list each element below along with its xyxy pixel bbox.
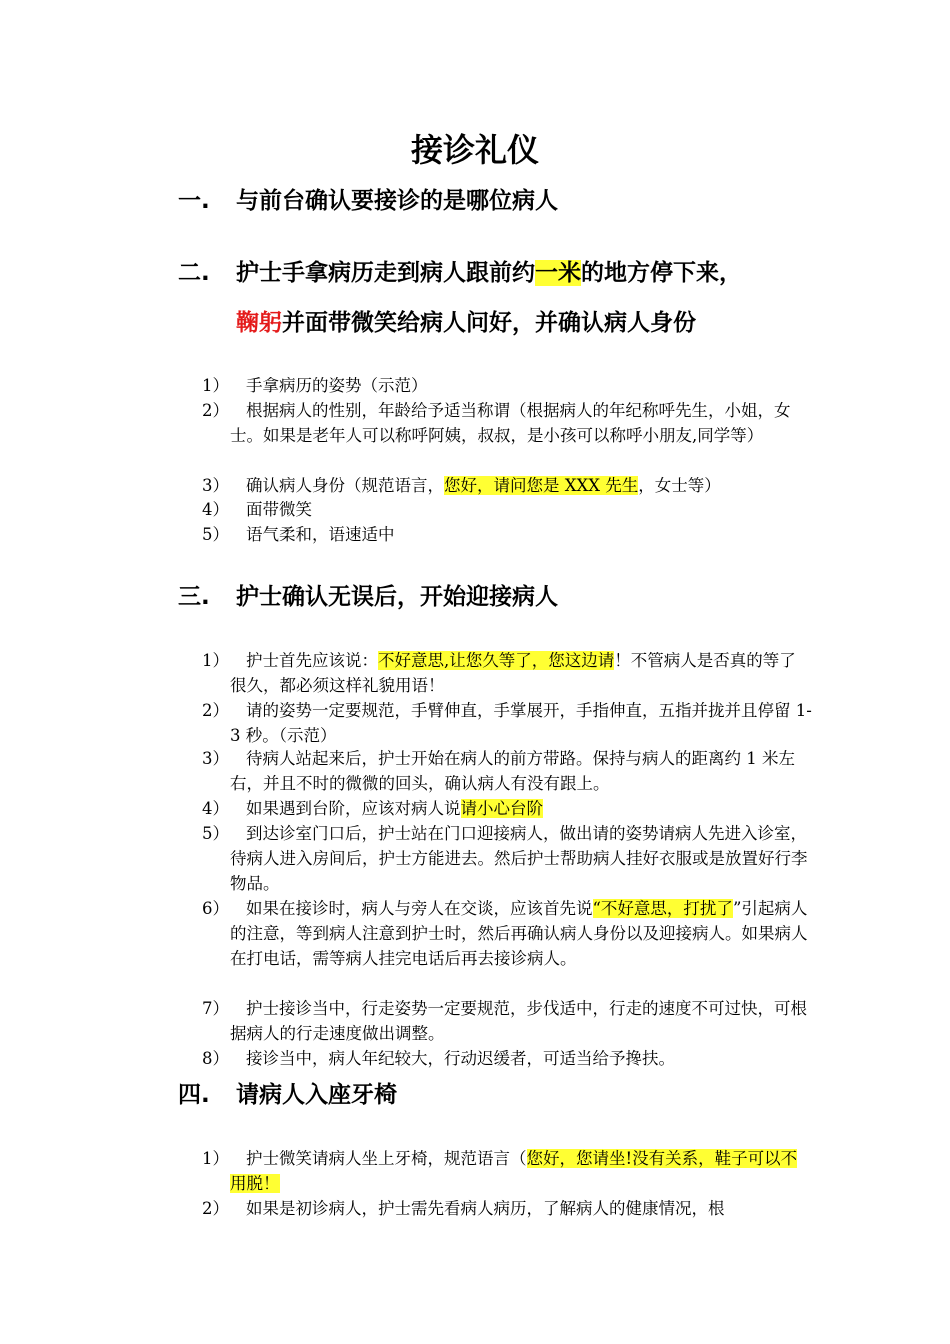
text-segment: 护士微笑请病人坐上牙椅，规范语言（ <box>246 1149 527 1168</box>
list-item <box>202 373 812 398</box>
list-item <box>202 746 812 796</box>
highlighted-text: 您好，您请坐!没有关系，鞋子可以不用脱！ <box>230 1149 798 1193</box>
list-item <box>202 497 812 522</box>
heading-text: 请病人入座牙椅 <box>236 1082 397 1108</box>
text-segment: 如果在接诊时，病人与旁人在交谈，应该首先说 <box>246 899 593 918</box>
item-text <box>230 796 812 821</box>
item-number: 3） <box>202 476 229 495</box>
highlighted-text: 请小心台阶 <box>460 799 543 818</box>
section-number: 二. <box>178 260 210 286</box>
item-number: 7） <box>202 999 229 1018</box>
item-number: 4） <box>202 500 229 519</box>
item-text: 待病人站起来后，护士开始在病人的前方带路。保持与病人的距离约 1 米左右，并且不时的微微的回头，确认病人有没有跟上。 <box>230 749 795 793</box>
section-number: 一. <box>178 188 210 214</box>
item-number: 5） <box>202 525 229 544</box>
item-number: 8） <box>202 1049 229 1068</box>
item-number: 2） <box>202 1199 229 1218</box>
item-text <box>230 473 812 498</box>
text-segment: ！不管病人是否真的等了很久，都必须这样礼貌用语！ <box>230 651 796 695</box>
item-text: 语气柔和，语速适中 <box>246 525 395 544</box>
item-text <box>230 1146 812 1196</box>
list-item <box>202 896 812 971</box>
item-text: 到达诊室门口后，护士站在门口迎接病人，做出请的姿势请病人先进入诊室，待病人进入房间后，护士方能进去。然后护士帮助病人挂好衣服或是放置好行李物品。 <box>230 824 808 893</box>
item-number: 1） <box>202 651 229 670</box>
item-number: 5） <box>202 824 229 843</box>
item-number: 1） <box>202 1149 229 1168</box>
heading-text: 护士手拿病历走到病人跟前约 <box>236 260 535 286</box>
item-text: 护士接诊当中，行走姿势一定要规范，步伐适中，行走的速度不可过快，可根据病人的行走速度做出调整。 <box>230 999 807 1043</box>
list-item <box>202 473 812 498</box>
heading-text: 与前台确认要接诊的是哪位病人 <box>236 188 558 214</box>
highlighted-text: “不好意思，打扰了 <box>592 899 733 918</box>
item-text: 面带微笑 <box>246 500 312 519</box>
highlighted-text: 一米 <box>535 260 581 286</box>
list-item <box>202 522 812 547</box>
red-emphasis-text: 鞠躬 <box>236 310 282 336</box>
list-item <box>202 796 812 821</box>
list-item <box>202 821 812 896</box>
heading-text: 并面带微笑给病人问好，并确认病人身份 <box>282 310 696 336</box>
heading-text: 的地方停下来， <box>581 260 742 286</box>
item-number: 6） <box>202 899 229 918</box>
section-number: 三. <box>178 584 210 610</box>
section-2-heading-line-2 <box>236 308 696 338</box>
item-number: 4） <box>202 799 229 818</box>
item-text: 如果是初诊病人，护士需先看病人病历，了解病人的健康情况，根 <box>246 1199 725 1218</box>
item-number: 2） <box>202 701 229 720</box>
item-number: 3） <box>202 749 229 768</box>
item-text: 手拿病历的姿势（示范） <box>246 376 428 395</box>
list-item <box>202 1196 812 1221</box>
section-number: 四. <box>178 1082 210 1108</box>
text-segment: 护士首先应该说： <box>246 651 378 670</box>
list-item <box>202 398 812 448</box>
highlighted-text: 不好意思,让您久等了，您这边请 <box>378 651 615 670</box>
document-title: 接诊礼仪 <box>410 131 539 169</box>
list-item <box>202 996 812 1046</box>
heading-text: 护士确认无误后，开始迎接病人 <box>236 584 558 610</box>
list-item <box>202 1046 812 1071</box>
list-item <box>202 698 812 748</box>
item-text <box>230 896 812 971</box>
item-text <box>230 648 812 698</box>
list-item <box>202 1146 812 1196</box>
item-text: 接诊当中，病人年纪较大，行动迟缓者，可适当给予搀扶。 <box>246 1049 675 1068</box>
item-text: 根据病人的性别，年龄给予适当称谓（根据病人的年纪称呼先生，小姐，女士。如果是老年人可以称呼阿姨，叔叔，是小孩可以称呼小朋友,同学等） <box>230 401 791 445</box>
highlighted-text: 您好，请问您是 XXX 先生 <box>444 476 639 495</box>
section-2-heading-line-1 <box>178 258 742 288</box>
text-segment: 确认病人身份（规范语言， <box>246 476 444 495</box>
text-segment: ，女士等） <box>638 476 721 495</box>
section-3-heading <box>178 582 558 612</box>
list-item <box>202 648 812 698</box>
item-number: 2） <box>202 401 229 420</box>
section-4-heading <box>178 1080 397 1110</box>
text-segment: 如果遇到台阶，应该对病人说 <box>246 799 461 818</box>
item-text: 请的姿势一定要规范，手臂伸直，手掌展开，手指伸直，五指并拢并且停留 1-3 秒。（示范） <box>230 701 812 745</box>
text-segment: ”引起病人的注意，等到病人注意到护士时，然后再确认病人身份以及迎接病人。如果病人在打电话，需等病人挂完电话后再去接诊病人。 <box>230 899 808 968</box>
item-number: 1） <box>202 376 229 395</box>
section-1-heading <box>178 186 558 216</box>
